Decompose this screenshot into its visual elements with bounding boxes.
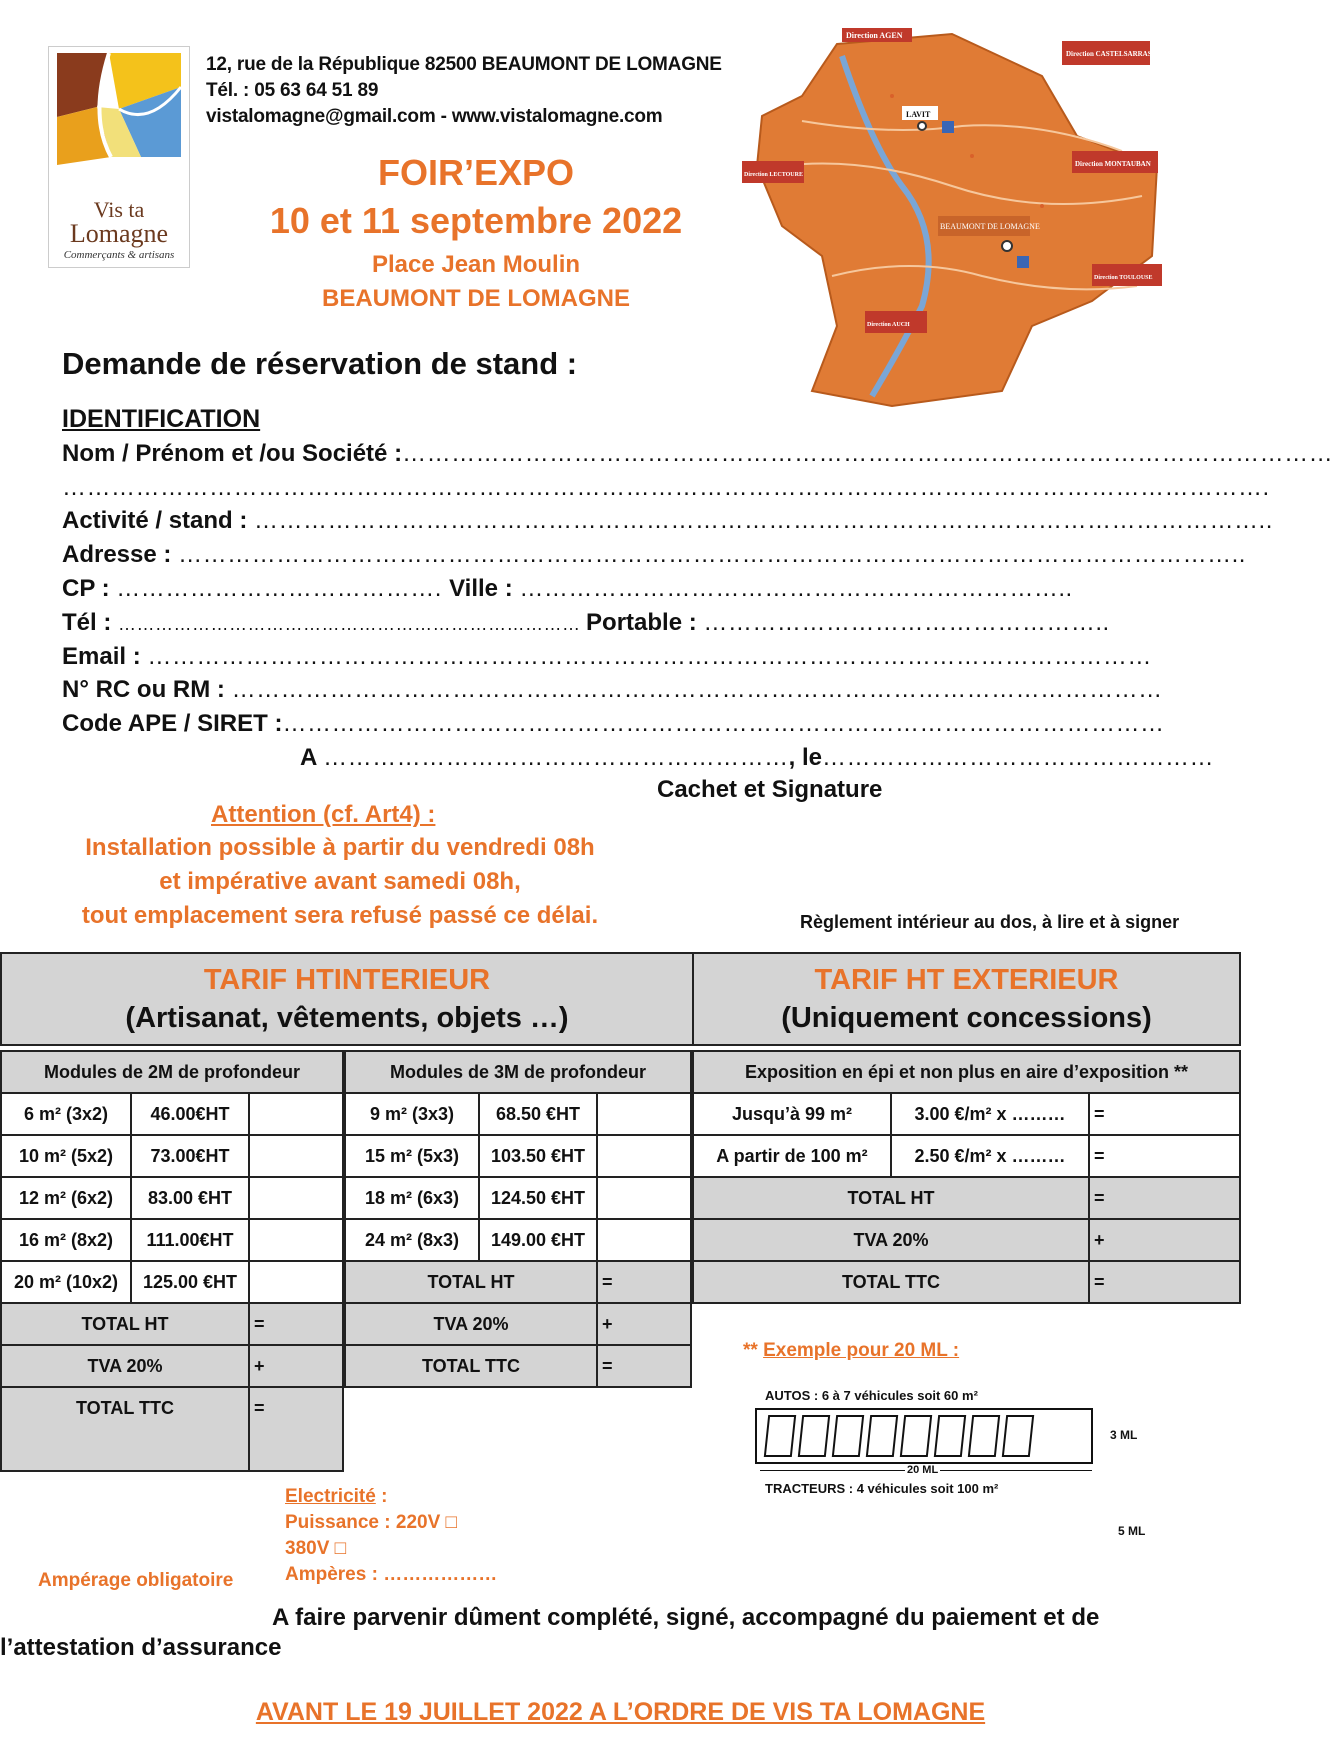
car-slot bbox=[968, 1415, 1000, 1457]
price-cell: 125.00 €HT bbox=[131, 1261, 249, 1303]
ape-siret-field[interactable]: Code APE / SIRET :……………………………………………………………………………………………… bbox=[62, 710, 1165, 737]
qty-cell[interactable] bbox=[249, 1135, 343, 1177]
telephone: Tél. : 05 63 64 51 89 bbox=[206, 80, 379, 101]
exemple-stand-diagram bbox=[755, 1408, 1093, 1464]
table-modules-3m bbox=[344, 1050, 692, 1388]
email-field[interactable]: Email : …………………………………………………………………………………………………………… bbox=[62, 643, 1152, 670]
ape-label: Code APE / SIRET : bbox=[62, 710, 283, 737]
tarif-interieur-subtitle: (Artisanat, vêtements, objets …) bbox=[125, 1002, 569, 1034]
exemple-stars: ** bbox=[743, 1340, 764, 1361]
size-cell: 18 m² (6x3) bbox=[345, 1177, 479, 1219]
adresse-field[interactable]: Adresse : ………………………………………………………………………………………………………………….. bbox=[62, 541, 1246, 568]
electricite-amperes[interactable]: Ampères : ……………… bbox=[285, 1564, 498, 1585]
map-label-castelsarrasin: Direction CASTELSARRASIN bbox=[1066, 50, 1160, 58]
qty-cell[interactable] bbox=[249, 1261, 343, 1303]
total-ht-value[interactable]: = bbox=[249, 1303, 343, 1345]
total-ttc-value[interactable]: = bbox=[249, 1387, 343, 1471]
email-label: Email : bbox=[62, 643, 141, 670]
a-label: A bbox=[300, 744, 317, 771]
car-slot bbox=[832, 1415, 864, 1457]
tva-label: TVA 20% bbox=[345, 1303, 597, 1345]
event-dates: 10 et 11 septembre 2022 bbox=[269, 200, 683, 241]
logo-line1: Vis ta bbox=[93, 197, 145, 222]
table-row bbox=[345, 1177, 691, 1219]
tarif-headers bbox=[0, 952, 1241, 1046]
size-cell: 15 m² (5x3) bbox=[345, 1135, 479, 1177]
map-label-toulouse: Direction TOULOUSE bbox=[1094, 275, 1153, 281]
price-cell: 124.50 €HT bbox=[479, 1177, 597, 1219]
logo-line2: Lomagne bbox=[69, 219, 169, 248]
electricite-puissance[interactable]: Puissance : 220V □ bbox=[285, 1512, 458, 1533]
price-cell: 103.50 €HT bbox=[479, 1135, 597, 1177]
exemple-autos: AUTOS : 6 à 7 véhicules soit 60 m² bbox=[765, 1388, 978, 1403]
surface-cell: A partir de 100 m² bbox=[693, 1135, 891, 1177]
total-ht-value[interactable]: = bbox=[597, 1261, 691, 1303]
table-row bbox=[1, 1261, 343, 1303]
table-exterieur bbox=[692, 1050, 1241, 1304]
table-row bbox=[1, 1219, 343, 1261]
size-cell: 6 m² (3x2) bbox=[1, 1093, 131, 1135]
map-label-lectoure: Direction LECTOURE bbox=[744, 172, 803, 178]
attention-line1: Installation possible à partir du vendredi 08h bbox=[85, 834, 595, 861]
ext-total-ht-value[interactable]: = bbox=[1089, 1177, 1240, 1219]
qty-cell[interactable] bbox=[249, 1219, 343, 1261]
activite-field[interactable]: Activité / stand : …………………………………………………………………………………………………………….. bbox=[62, 507, 1273, 534]
lomagne-map bbox=[742, 26, 1162, 406]
exterieur-header: Exposition en épi et non plus en aire d’exposition ** bbox=[693, 1051, 1240, 1093]
exemple-five-ml: 5 ML bbox=[1118, 1524, 1146, 1538]
modules-3m-header: Modules de 3M de profondeur bbox=[345, 1051, 691, 1093]
address: 12, rue de la République 82500 BEAUMONT DE LOMAGNE bbox=[206, 54, 722, 75]
footer-line2: l’attestation d’assurance bbox=[0, 1634, 282, 1661]
price-cell: 83.00 €HT bbox=[131, 1177, 249, 1219]
size-cell: 12 m² (6x2) bbox=[1, 1177, 131, 1219]
exemple-title bbox=[743, 1340, 959, 1362]
name-field-continued[interactable]: …………………………………………………………………………………………………………………………………. bbox=[62, 474, 1270, 501]
price-cell: 111.00€HT bbox=[131, 1219, 249, 1261]
form-title: Demande de réservation de stand : bbox=[62, 346, 578, 381]
logo-graphic bbox=[49, 47, 189, 197]
qty-cell[interactable] bbox=[597, 1093, 691, 1135]
table-row bbox=[1, 1135, 343, 1177]
price-cell[interactable]: 3.00 €/m² x ……… bbox=[891, 1093, 1089, 1135]
table-row bbox=[693, 1093, 1240, 1135]
size-cell: 9 m² (3x3) bbox=[345, 1093, 479, 1135]
web-contact: vistalomagne@gmail.com - www.vistalomagne.com bbox=[206, 106, 663, 127]
le-label: , le bbox=[788, 744, 822, 771]
price-cell: 68.50 €HT bbox=[479, 1093, 597, 1135]
amperage-obligatoire: Ampérage obligatoire bbox=[38, 1570, 234, 1591]
tarif-exterieur-title: TARIF HT EXTERIEUR bbox=[814, 964, 1119, 996]
table-row bbox=[345, 1093, 691, 1135]
tva-label: TVA 20% bbox=[1, 1345, 249, 1387]
table-row bbox=[1, 1177, 343, 1219]
footer-line1: A faire parvenir dûment complété, signé, accompagné du paiement et de bbox=[272, 1604, 1100, 1631]
exemple-tracteurs: TRACTEURS : 4 véhicules soit 100 m² bbox=[765, 1481, 999, 1496]
footer-deadline: AVANT LE 19 JUILLET 2022 A L’ORDRE DE VIS TA LOMAGNE bbox=[255, 1698, 986, 1726]
rc-label: N° RC ou RM : bbox=[62, 676, 225, 703]
table-row bbox=[1, 1093, 343, 1135]
ext-total-ht-label: TOTAL HT bbox=[693, 1177, 1089, 1219]
map-label-beaumont: BEAUMONT DE LOMAGNE bbox=[940, 222, 1040, 231]
price-cell: 46.00€HT bbox=[131, 1093, 249, 1135]
reglement-note: Règlement intérieur au dos, à lire et à signer bbox=[800, 912, 1180, 932]
size-cell: 16 m² (8x2) bbox=[1, 1219, 131, 1261]
cp-label: CP : bbox=[62, 575, 110, 602]
qty-cell[interactable] bbox=[597, 1177, 691, 1219]
rc-rm-field[interactable]: N° RC ou RM : …………………………………………………………………………………………………… bbox=[62, 676, 1163, 703]
map-label-montauban: Direction MONTAUBAN bbox=[1075, 160, 1151, 168]
table-row bbox=[345, 1135, 691, 1177]
qty-cell[interactable] bbox=[597, 1135, 691, 1177]
total-ht-label: TOTAL HT bbox=[1, 1303, 249, 1345]
surface-cell: Jusqu’à 99 m² bbox=[693, 1093, 891, 1135]
tel-label: Tél : bbox=[62, 609, 112, 636]
ext-total-ttc-label: TOTAL TTC bbox=[693, 1261, 1089, 1303]
attention-line2: et impérative avant samedi 08h, bbox=[159, 868, 521, 895]
car-slot bbox=[866, 1415, 898, 1457]
name-label: Nom / Prénom et /ou Société : bbox=[62, 440, 403, 467]
result-cell[interactable]: = bbox=[1089, 1135, 1240, 1177]
exemple-depth: 3 ML bbox=[1110, 1428, 1138, 1442]
logo-tagline: Commerçants & artisans bbox=[63, 249, 175, 261]
price-cell[interactable]: 2.50 €/m² x ……… bbox=[891, 1135, 1089, 1177]
ext-tva-label: TVA 20% bbox=[693, 1219, 1089, 1261]
tarif-interieur-header bbox=[1, 953, 693, 1045]
map-label-auch: Direction AUCH bbox=[867, 322, 910, 328]
tarif-exterieur-header bbox=[693, 953, 1240, 1045]
vis-ta-lomagne-logo bbox=[48, 46, 190, 268]
price-cell: 73.00€HT bbox=[131, 1135, 249, 1177]
qty-cell[interactable] bbox=[249, 1093, 343, 1135]
name-field[interactable]: Nom / Prénom et /ou Société :…………………………………………………………………………………………………… bbox=[62, 440, 1333, 467]
exemple-title-text: Exemple pour 20 ML : bbox=[763, 1340, 960, 1361]
total-ttc-value[interactable]: = bbox=[597, 1345, 691, 1387]
event-place: Place Jean Moulin bbox=[371, 251, 581, 278]
ext-total-ttc-value[interactable]: = bbox=[1089, 1261, 1240, 1303]
cp-ville-field[interactable]: CP : …………………………………. Ville : ………………………………………………………….. bbox=[62, 575, 1073, 602]
car-slot bbox=[1002, 1415, 1034, 1457]
map-label-agen: Direction AGEN bbox=[846, 31, 903, 40]
size-cell: 10 m² (5x2) bbox=[1, 1135, 131, 1177]
electricite-title-text: Electricité bbox=[285, 1486, 376, 1507]
price-cell: 149.00 €HT bbox=[479, 1219, 597, 1261]
result-cell[interactable]: = bbox=[1089, 1093, 1240, 1135]
total-ttc-label: TOTAL TTC bbox=[1, 1387, 249, 1471]
car-slot bbox=[764, 1415, 796, 1457]
electricite-380v[interactable]: 380V □ bbox=[285, 1538, 347, 1559]
tva-value[interactable]: + bbox=[249, 1345, 343, 1387]
event-town: BEAUMONT DE LOMAGNE bbox=[322, 285, 630, 312]
map-label-lavit: LAVIT bbox=[906, 110, 931, 119]
ext-tva-value[interactable]: + bbox=[1089, 1219, 1240, 1261]
tarif-exterieur-subtitle: (Uniquement concessions) bbox=[781, 1002, 1152, 1034]
electricite-title bbox=[285, 1486, 387, 1508]
portable-label: Portable : bbox=[586, 609, 697, 636]
adresse-label: Adresse : bbox=[62, 541, 172, 568]
electricite-colon: : bbox=[375, 1486, 388, 1507]
car-slot bbox=[798, 1415, 830, 1457]
car-slot bbox=[934, 1415, 966, 1457]
total-ttc-label: TOTAL TTC bbox=[345, 1345, 597, 1387]
ville-label: Ville : bbox=[449, 575, 513, 602]
event-name: FOIR’EXPO bbox=[377, 152, 575, 193]
tarif-interieur-title: TARIF HTINTERIEUR bbox=[203, 964, 491, 996]
modules-2m-header: Modules de 2M de profondeur bbox=[1, 1051, 343, 1093]
tel-portable-field[interactable]: Tél : ………………………………………………………………… Portable : ………………………………………….. bbox=[62, 609, 1110, 636]
car-slot bbox=[900, 1415, 932, 1457]
place-date-field[interactable]: A …………………………………………………, le………………………………………… bbox=[300, 744, 1214, 771]
tva-value[interactable]: + bbox=[597, 1303, 691, 1345]
qty-cell[interactable] bbox=[597, 1219, 691, 1261]
table-row bbox=[345, 1219, 691, 1261]
exemple-length: 20 ML bbox=[907, 1464, 939, 1476]
section-identification: IDENTIFICATION bbox=[62, 405, 261, 433]
total-ht-label: TOTAL HT bbox=[345, 1261, 597, 1303]
attention-line3: tout emplacement sera refusé passé ce délai. bbox=[81, 902, 599, 929]
table-modules-2m bbox=[0, 1050, 344, 1472]
size-cell: 24 m² (8x3) bbox=[345, 1219, 479, 1261]
table-row bbox=[693, 1135, 1240, 1177]
qty-cell[interactable] bbox=[249, 1177, 343, 1219]
activite-label: Activité / stand : bbox=[62, 507, 248, 534]
cachet-signature: Cachet et Signature bbox=[657, 776, 883, 803]
size-cell: 20 m² (10x2) bbox=[1, 1261, 131, 1303]
attention-title: Attention (cf. Art4) : bbox=[211, 801, 436, 828]
